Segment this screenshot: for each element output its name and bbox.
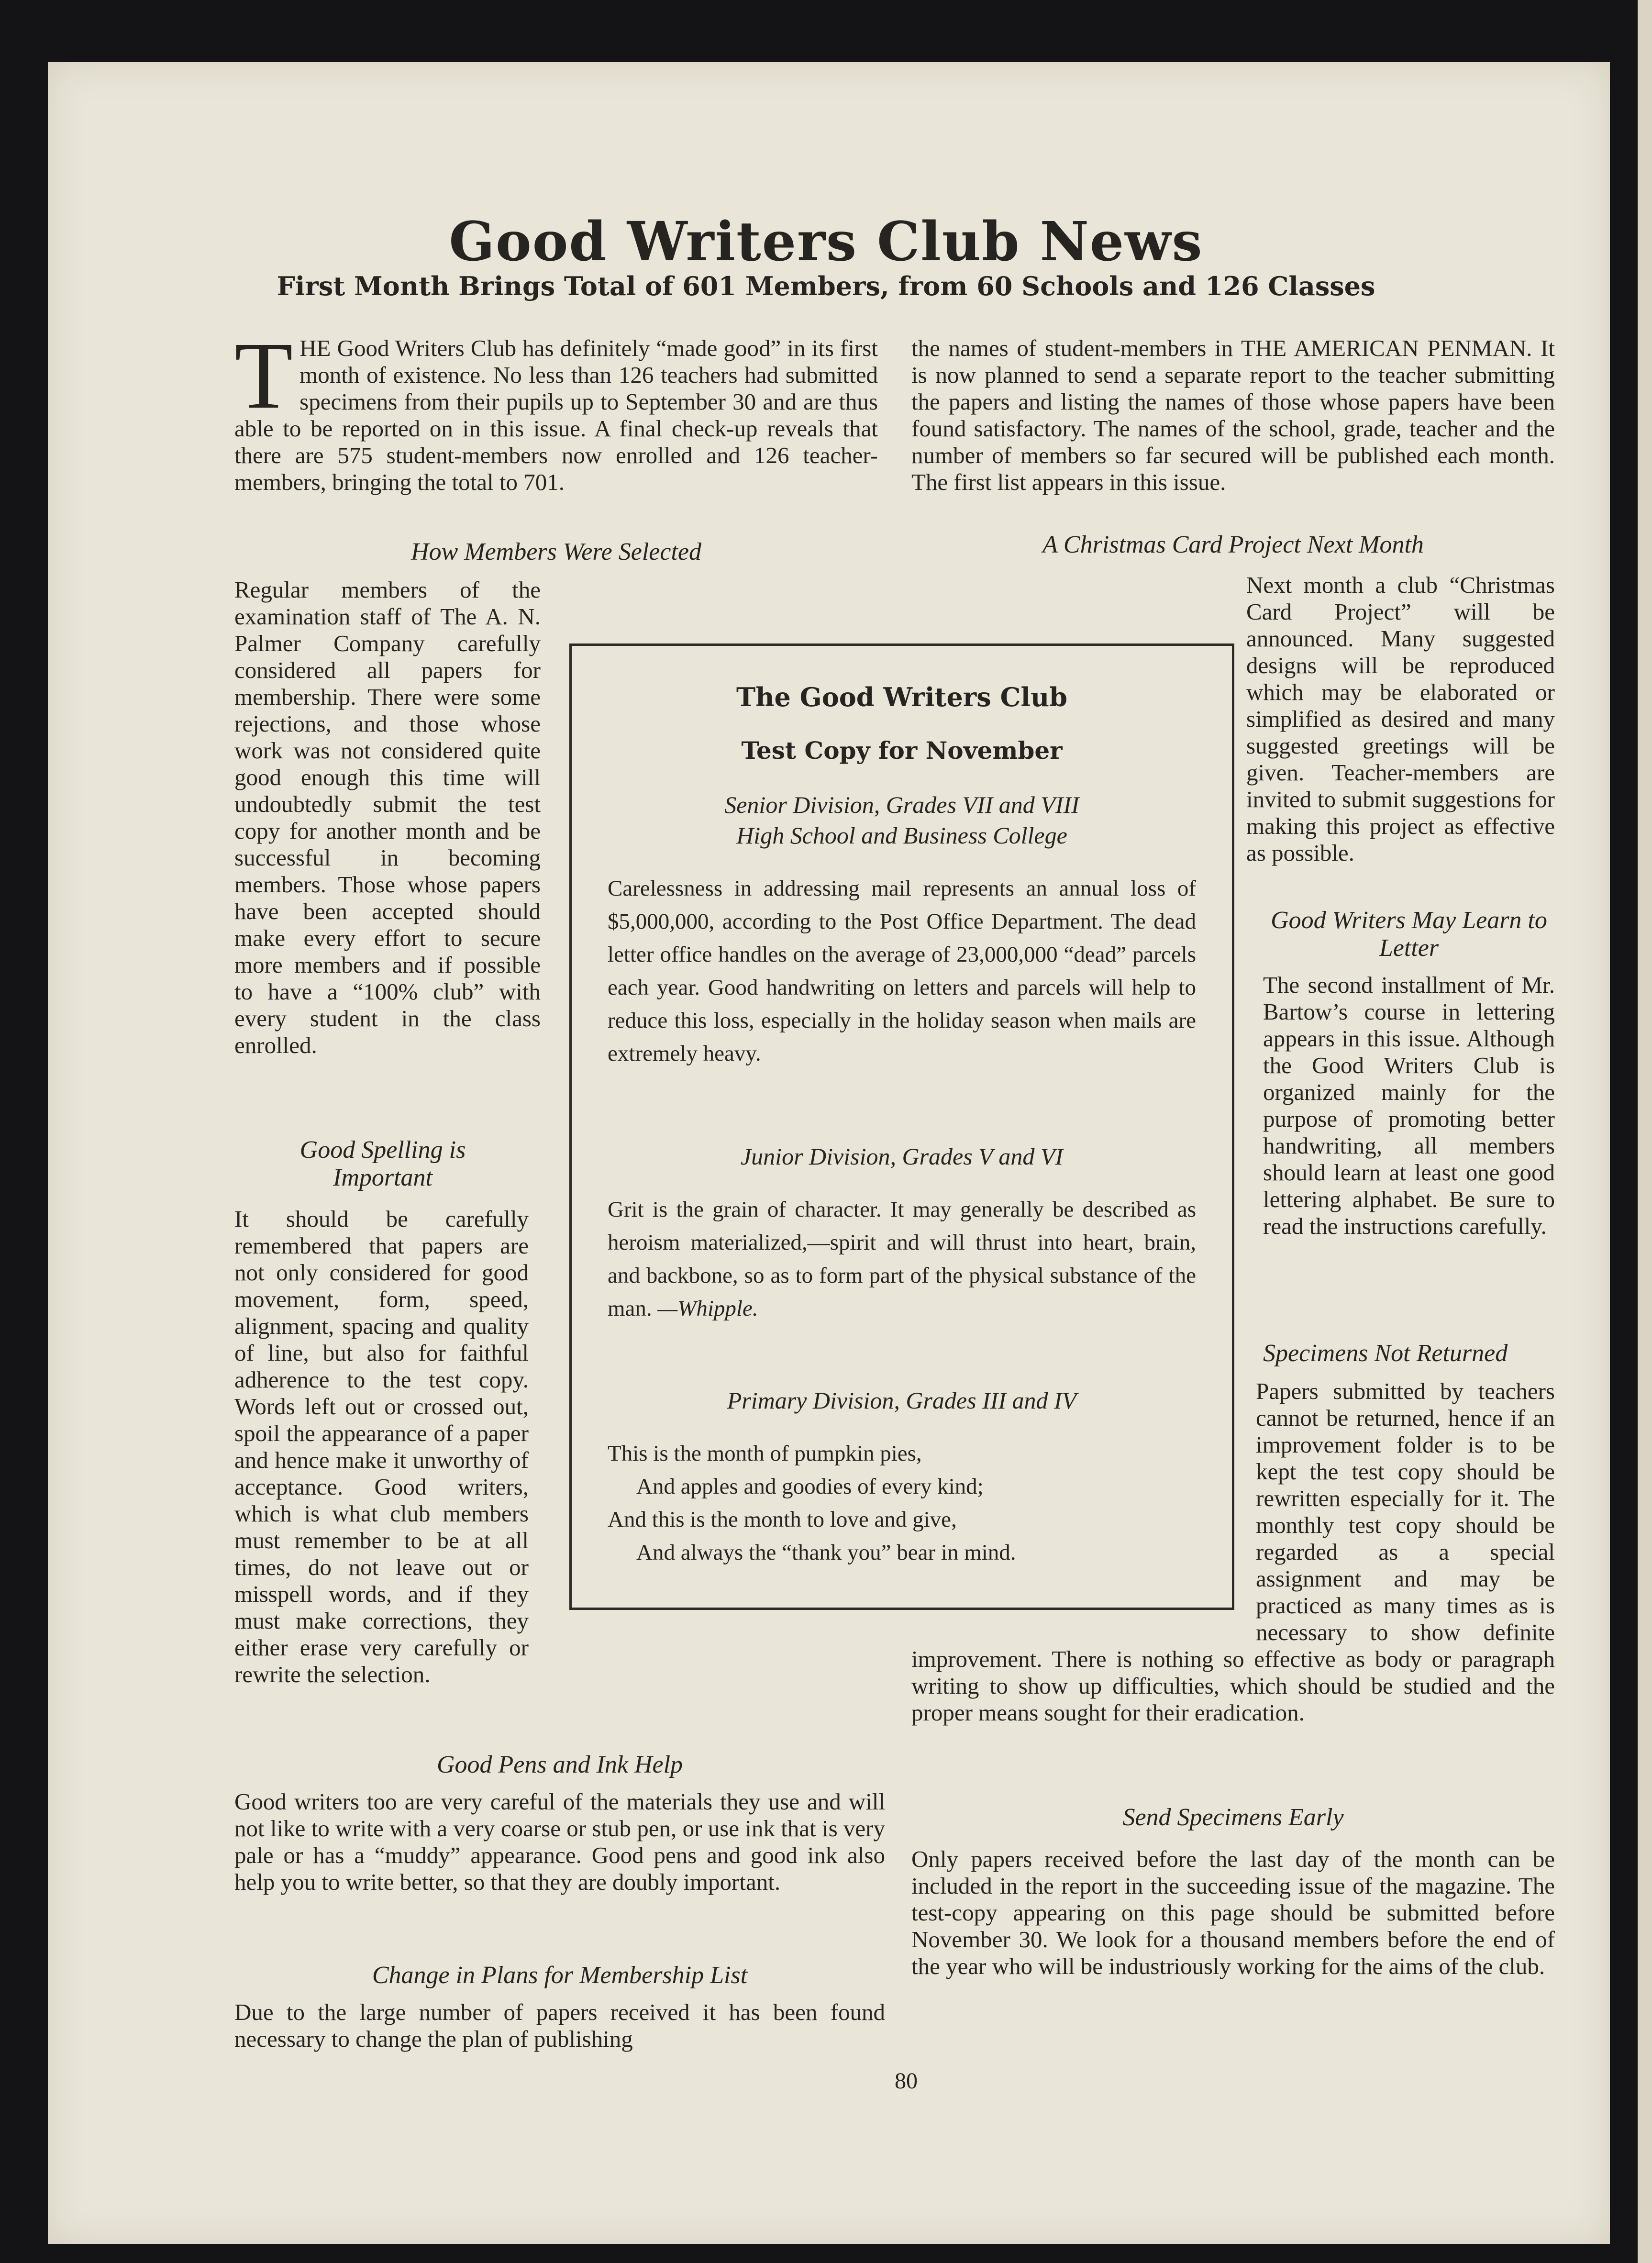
send-early-section — [911, 1804, 1555, 1980]
poem-line: And apples and goodies of every kind; — [636, 1474, 984, 1499]
how-selected-section — [234, 577, 541, 1059]
membership-list-section — [234, 1962, 885, 2052]
junior-attribution: —Whipple. — [657, 1296, 758, 1321]
poem-line: And always the “thank you” bear in mind. — [636, 1540, 1016, 1565]
primary-poem — [608, 1437, 1196, 1569]
junior-division — [608, 1141, 1196, 1325]
senior-heading-line2: High School and Business College — [736, 822, 1067, 849]
christmas-heading: A Christmas Card Project Next Month — [1042, 531, 1424, 558]
christmas-heading-wrap — [911, 531, 1555, 559]
intro-section — [234, 323, 878, 496]
intro-text: HE Good Writers Club has definitely “made good” in its first month of existence. No less than 126 teachers had submitted specimens from their pupils up to September 30 and are thus able to be reported on in this issue. A final check-up reveals that there are 575 student-members now enrolled and 126 teacher-members, bringing the total to 701. — [234, 335, 878, 495]
send-early-heading: Send Specimens Early — [1122, 1804, 1344, 1831]
primary-division — [608, 1385, 1196, 1569]
christmas-text: Next month a club “Christmas Card Project” will be announced. Many suggested designs will be reproduced which may be elaborated or simplified as desired and many suggested greetings will be given. Teacher-members are invited to submit suggestions for making this project as effective as possible. — [1246, 572, 1555, 866]
intro-paragraph — [234, 323, 878, 496]
senior-heading-line1: Senior Division, Grades VII and VIII — [724, 791, 1079, 818]
specimens-text: Papers submitted by teachers cannot be returned, hence if an improvement folder is to be kept the test copy should be rewritten especially for it. The monthly test copy should be regarded as a special assignment and may be practiced as many times as is necessary to show definite improvement. There is nothing so effective as body or paragraph writing to show up difficulties, which should be studied and the proper means sought for their eradication. — [911, 1378, 1555, 1726]
lettering-heading: Good Writers May Learn to Letter — [1271, 907, 1547, 962]
how-selected-heading: How Members Were Selected — [411, 538, 701, 566]
test-copy-box — [569, 643, 1234, 1610]
send-early-text: Only papers received before the last day of the month can be included in the report in the succeeding issue of the magazine. The test-copy appearing on this page should be submitted before November 30. We look for a thousand members before the end of the year who will be industriously working for the aims of the club. — [911, 1846, 1555, 1979]
spelling-section — [234, 1136, 531, 1192]
lettering-text: The second installment of Mr. Bartow’s course in lettering appears in this issue. Although the Good Writers Club is organized mainly for the purpose of promoting better handwriting, all members should learn at least one good lettering alphabet. Be sure to read the instructions carefully. — [1263, 972, 1555, 1239]
specimens-heading-wrap — [1263, 1340, 1555, 1367]
spelling-text: It should be carefully remembered that papers are not only considered for good movement, form, speed, alignment, spacing and quality of line, but also for faithful adherence to the test copy. Words left out or crossed out, spoil the appearance of a paper and hence make it unworthy of acceptance. Good writers, which is what club members must remember to be at all times, do not leave out or misspell words, and if they must make corrections, they either erase very carefully or rewrite the selection. — [234, 1206, 529, 1687]
article-subtitle: First Month Brings Total of 601 Members, from 60 Schools and 126 Classes — [277, 271, 1375, 301]
test-copy-header — [591, 682, 1213, 765]
membership-list-heading: Change in Plans for Membership List — [372, 1962, 748, 1989]
primary-heading: Primary Division, Grades III and IV — [727, 1387, 1077, 1414]
poem-line: And this is the month to love and give, — [608, 1507, 957, 1532]
senior-division — [608, 789, 1196, 1070]
junior-text — [608, 1193, 1196, 1325]
membership-list-text-left: Due to the large number of papers received it has been found necessary to change the plan of publishing — [234, 1999, 885, 2052]
pens-ink-text: Good writers too are very careful of the materials they use and will not like to write with a very coarse or stub pen, or use ink that is very pale or has a “muddy” appearance. Good pens and good ink also help you to write better, so that they are doubly important. — [234, 1788, 885, 1895]
test-copy-title: The Good Writers Club — [736, 682, 1067, 712]
spelling-heading: Good Spelling is Important — [299, 1136, 466, 1191]
senior-text: Carelessness in addressing mail represents an annual loss of $5,000,000, according to the Post Office Department. The dead letter office handles on the average of 23,000,000 “dead” parcels each year. Good handwriting on letters and parcels will help to reduce this loss, especially in the holiday season when mails are extremely heavy. — [608, 876, 1196, 1066]
pens-ink-section — [234, 1751, 885, 1896]
how-selected-heading-wrap — [234, 538, 878, 566]
junior-quote: Grit is the grain of character. It may generally be described as heroism materialized,—spirit and will thrust into heart, brain, and backbone, so as to form part of the physical substance of the man. — [608, 1197, 1196, 1321]
adjacent-page-edge — [1638, 0, 1652, 2263]
page-number: 80 — [895, 2068, 918, 2094]
junior-heading: Junior Division, Grades V and VI — [740, 1143, 1064, 1170]
membership-list-text-right: the names of student-members in THE AMERICAN PENMAN. It is now planned to send a separate report to the teacher submitting the papers and listing the names of those whose papers have been found satisfactory. The names of the school, grade, teacher and the number of members so far secured will be published each month. The first list appears in this issue. — [911, 335, 1555, 495]
how-selected-text: Regular members of the examination staff of The A. N. Palmer Company carefully considered all papers for membership. There were some rejections, and those whose work was not considered quite good enough this time will undoubtedly submit the test copy for another month and be successful in becoming members. Those whose papers have been accepted should make every effort to secure more members and if possible to have a “100% club” with every student in the class enrolled. — [234, 577, 541, 1058]
drop-cap: T — [234, 323, 293, 429]
test-copy-subtitle: Test Copy for November — [741, 736, 1063, 765]
membership-list-continued — [911, 335, 1555, 496]
article-title: Good Writers Club News — [449, 211, 1203, 273]
pens-ink-heading: Good Pens and Ink Help — [436, 1751, 683, 1778]
specimens-heading: Specimens Not Returned — [1263, 1340, 1508, 1367]
lettering-section — [1263, 907, 1555, 1240]
poem-line: This is the month of pumpkin pies, — [608, 1441, 922, 1466]
